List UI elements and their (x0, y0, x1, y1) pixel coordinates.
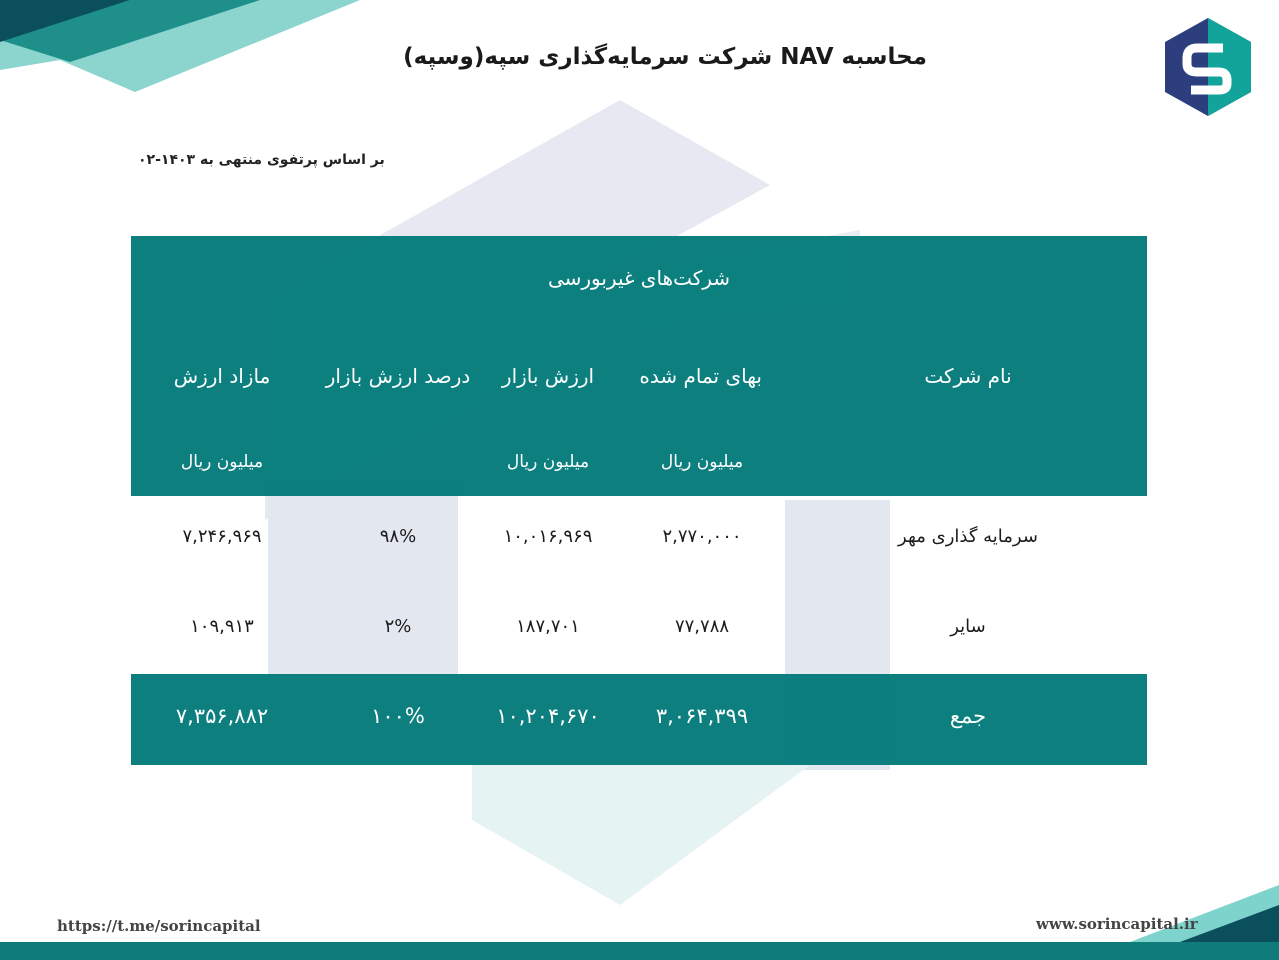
table-header (131, 236, 1147, 496)
row-2-cost: ۷۷,۷۸۸ (674, 616, 730, 637)
total-percent: ۱۰۰% (371, 704, 425, 728)
section-title: شرکت‌های غیربورسی (547, 266, 731, 290)
row-2-market-value: ۱۸۷,۷۰۱ (516, 616, 580, 637)
watermark-bottom (472, 765, 810, 905)
total-surplus: ۷,۳۵۶,۸۸۲ (175, 704, 269, 728)
unit-cost: میلیون ریال (660, 452, 744, 472)
column-header-company: نام شرکت (924, 364, 1012, 388)
total-cost: ۳,۰۶۴,۳۹۹ (655, 704, 749, 728)
column-header-market-percent: درصد ارزش بازار (325, 364, 471, 388)
sorin-logo-icon (1163, 18, 1253, 116)
row-1-market-value: ۱۰,۰۱۶,۹۶۹ (503, 526, 593, 547)
unit-surplus: میلیون ریال (180, 452, 264, 472)
website-link[interactable]: www.sorincapital.ir (1036, 915, 1198, 933)
table-body (131, 496, 1147, 674)
row-2-company: سایر (950, 616, 986, 637)
total-label: جمع (949, 704, 987, 728)
portfolio-date-subtitle: بر اساس پرتفوی منتهی به ۱۴۰۳-۰۲ (138, 152, 385, 168)
column-header-cost: بهای تمام شده (639, 364, 762, 388)
row-1-cost: ۲,۷۷۰,۰۰۰ (662, 526, 742, 547)
page-title: محاسبه NAV شرکت سرمایه‌گذاری سپه(وسپه) (403, 44, 927, 70)
total-market-value: ۱۰,۲۰۴,۶۷۰ (496, 704, 600, 728)
row-1-surplus: ۷,۲۴۶,۹۶۹ (182, 526, 262, 547)
row-2-percent: ۲% (384, 616, 412, 637)
row-2-surplus: ۱۰۹,۹۱۳ (190, 616, 254, 637)
total-row (131, 674, 1147, 765)
row-1-percent: ۹۸% (379, 526, 417, 547)
bottom-strip (0, 942, 1279, 960)
column-header-surplus: مازاد ارزش (173, 364, 271, 388)
telegram-link[interactable]: https://t.me/sorincapital (57, 917, 261, 935)
column-header-market-value: ارزش بازار (501, 364, 595, 388)
row-1-company: سرمایه گذاری مهر (898, 526, 1038, 547)
unit-market-value: میلیون ریال (506, 452, 590, 472)
